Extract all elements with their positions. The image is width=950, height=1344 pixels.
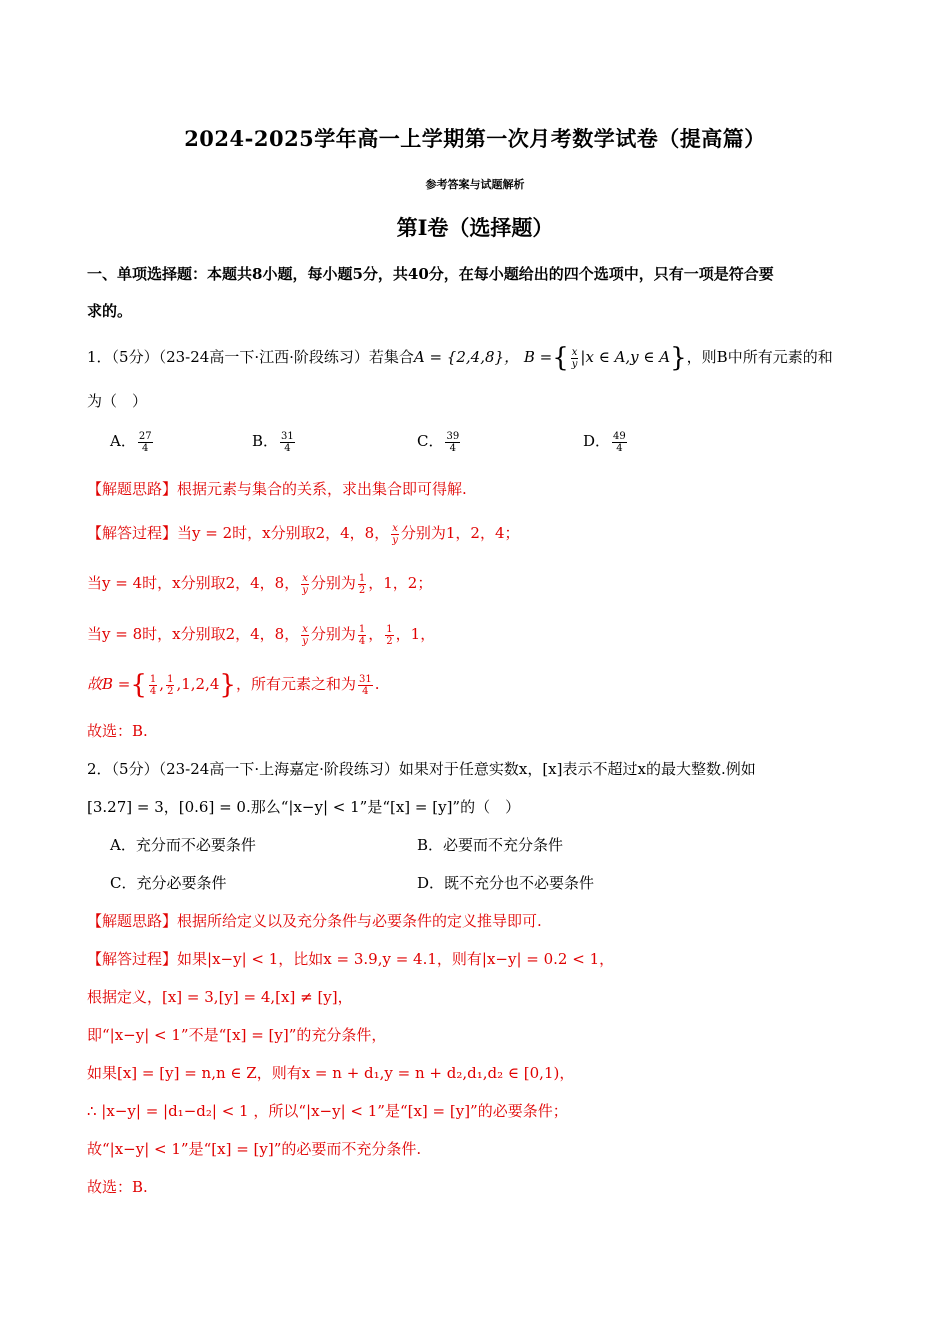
- q1-setB-left: B =: [523, 348, 553, 366]
- volume-heading: 第I卷（选择题）: [396, 215, 554, 240]
- q1-idea: [87, 478, 467, 499]
- q2-process-line6: 故“|x−y| < 1”是“[x] = [y]”的必要而不充分条件.: [87, 1140, 422, 1158]
- q2-process-line1: 【解答过程】如果|x−y| < 1，比如x = 3.9,y = 4.1，则有|x−y| = 0.2 < 1，: [87, 950, 615, 968]
- q2-option-c[interactable]: C．充分必要条件: [110, 874, 227, 892]
- q1-suffix: ，则B中所有元素的和: [686, 348, 833, 366]
- q1-process-line3: 当y = 8时，x分别取2，4，8， $\frac{x}{y}$ 分别为 $\frac{1}{4}$ ， $\frac{1}{2}$ ，1，: [87, 623, 436, 647]
- q1-answer: 故选：B.: [87, 722, 148, 740]
- q2-idea-text: 根据所给定义以及充分条件与必要条件的定义推导即可.: [177, 912, 542, 930]
- q1-prefix: 1．（5分）（23-24高一下·江西·阶段练习）若集合: [87, 348, 414, 366]
- q2-process-line4: 如果[x] = [y] = n,n ∈ Z，则有x = n + d₁,y = n + d₂,d₁,d₂ ∈ [0,1)，: [87, 1064, 575, 1082]
- q1-process-line2: 当y = 4时，x分别取2，4，8， $\frac{x}{y}$ 分别为 $\frac{1}{2}$ ，1，2；: [87, 572, 433, 596]
- q2-idea-tag: 【解题思路】: [87, 912, 178, 930]
- q2-idea: [87, 910, 542, 931]
- section-heading-line2: 求的。: [87, 302, 133, 320]
- q2-process-line5: ∴ |x−y| = |d₁−d₂| < 1 ，所以“|x−y| < 1”是“[x] = [y]”的必要条件；: [87, 1102, 568, 1120]
- q1-option-a[interactable]: A． $\frac{27}{4}$: [110, 430, 152, 454]
- q2-proc-tag: 【解答过程】: [87, 950, 178, 968]
- q2-stem-line2: [3.27] = 3，[0.6] = 0.那么“|x−y| < 1”是“[x] = [y]”的（ ）: [87, 798, 521, 816]
- q1-idea-text: 根据元素与集合的关系，求出集合即可得解.: [177, 480, 467, 498]
- q1-option-d[interactable]: D． $\frac{49}{4}$: [583, 430, 626, 454]
- q1-process-line1: 【解答过程】当y = 2时，x分别取2，4，8， $\frac{x}{y}$ 分别为1，2，4；: [87, 522, 520, 546]
- q2-option-d[interactable]: D．既不充分也不必要条件: [417, 874, 595, 892]
- q2-stem-line1: 2．（5分）（23-24高一下·上海嘉定·阶段练习）如果对于任意实数x，[x]表示不超过x的最大整数.例如: [87, 760, 756, 778]
- q1-option-c[interactable]: C． $\frac{39}{4}$: [417, 430, 460, 454]
- page-subtitle: 参考答案与试题解析: [425, 178, 525, 191]
- q1-proc-tag: 【解答过程】: [87, 524, 178, 542]
- q1-right-brace: }: [670, 343, 687, 373]
- q1-setB-condition: |x ∈ A,y ∈ A: [580, 348, 671, 366]
- q1-setA: A = {2,4,8}，: [413, 348, 520, 366]
- section-heading-line1: 一、单项选择题：本题共8小题，每小题5分，共40分，在每小题给出的四个选项中，只有一项是符合要: [87, 265, 774, 283]
- q1-setB-fraction: $\frac{x}{y}$: [571, 346, 578, 370]
- q1-left-brace: {: [552, 343, 569, 373]
- q1-stem-line2: 为（ ）: [87, 392, 148, 410]
- q1-option-b[interactable]: B． $\frac{31}{4}$: [252, 430, 294, 454]
- q2-option-b[interactable]: B．必要而不充分条件: [417, 836, 564, 854]
- page-title: 2024-2025学年高一上学期第一次月考数学试卷（提高篇）: [184, 126, 766, 151]
- q2-process-line3: 即“|x−y| < 1”不是“[x] = [y]”的充分条件，: [87, 1026, 387, 1044]
- q1-process-line4: 故B ={ $\frac{1}{4}$ , $\frac{1}{2}$ ,1,2,4}，所有元素之和为 $\frac{31}{4}$ .: [87, 670, 380, 700]
- q1-stem-line1: [87, 345, 833, 371]
- q2-option-a[interactable]: A．充分而不必要条件: [110, 836, 256, 854]
- q2-process-line2: 根据定义，[x] = 3,[y] = 4,[x] ≠ [y]，: [87, 988, 353, 1006]
- q2-answer: 故选：B.: [87, 1178, 148, 1196]
- q1-idea-tag: 【解题思路】: [87, 480, 178, 498]
